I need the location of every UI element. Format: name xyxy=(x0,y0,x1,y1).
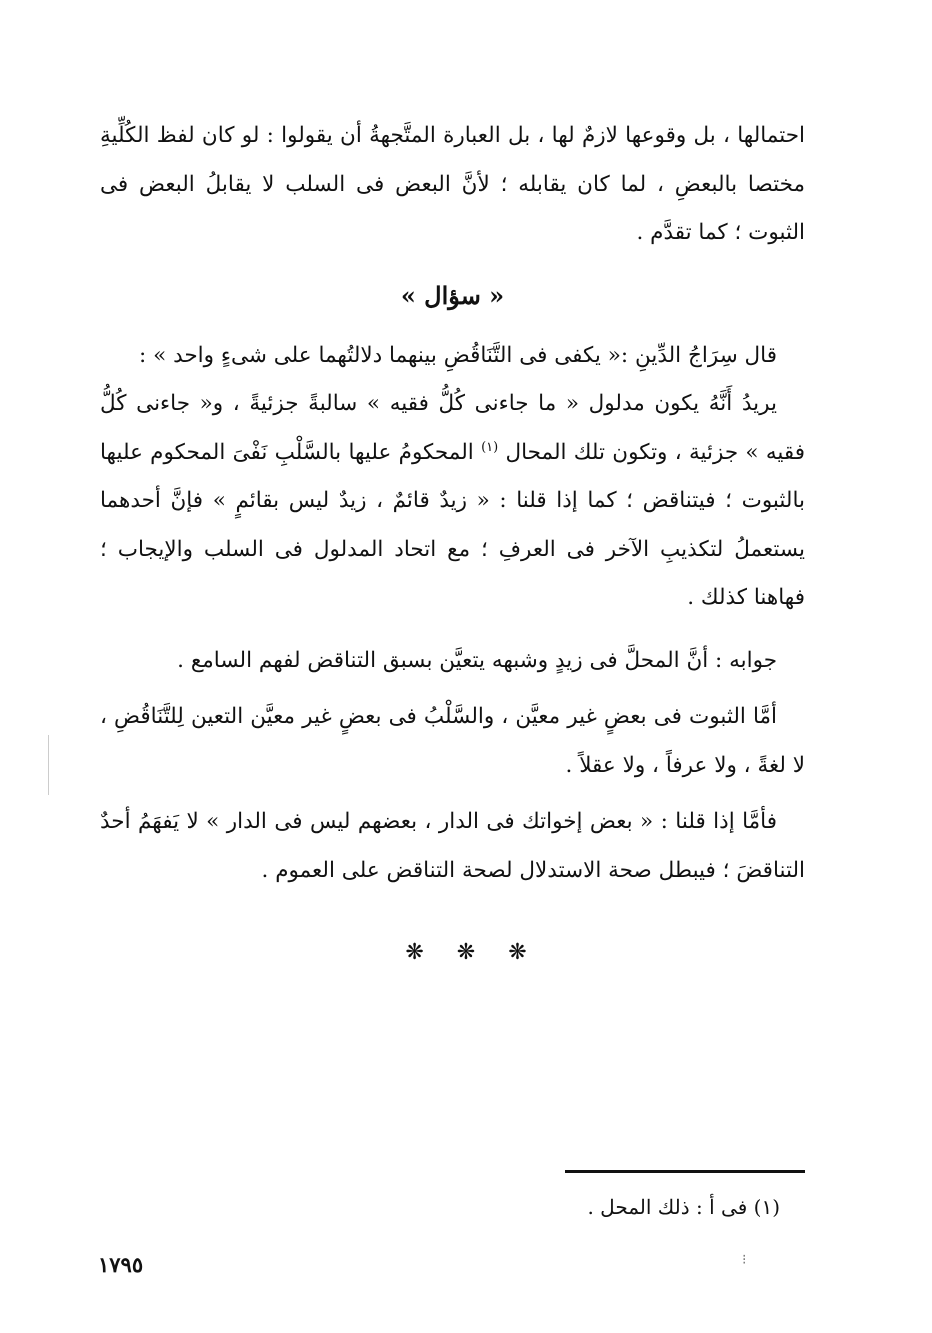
explanation-text-part1: يريدُ أَنَّهُ يكون مدلول « ما جاءنى كُلُّ فقيه » سالبةً جزئيةً ، و« جاءنى كُلُّ فقيه » جزئية ، وتكون تلك المحال xyxy=(100,391,806,465)
page-number: ١٧٩٥ xyxy=(98,1252,144,1277)
section-heading: « سؤال » xyxy=(400,280,505,310)
explanation-text-part2: المحكومُ عليها بالسَّلْبِ نَفْىَ المحكوم عليها بالثبوت ؛ فيتناقض ؛ كما إذا قلنا : « زيدٌ قائمٌ ، زيدٌ ليس بقائمٍ » فإنَّ أحدهما يستعملُ لتكذيبِ الآخر فى العرفِ ؛ مع اتحاد المدلول فى السلب والإيجاب ؛ فهاهنا كذلك . xyxy=(100,439,805,610)
point-two-paragraph: فأمَّا إذا قلنا : « بعض إخواتك فى الدار ، بعضهم ليس فى الدار » لا يَفهَمُ أحدٌ التناقضَ ؛ فيبطل صحة الاستدلال لصحة التناقض على العموم . xyxy=(100,809,805,883)
explanation-paragraph xyxy=(100,380,805,623)
separator-star-icon: ❋ xyxy=(405,940,424,965)
point-one-paragraph: أمَّا الثبوت فى بعضٍ غير معيَّن ، والسَّلْبُ فى بعضٍ غير معيَّن التعين لِلتَّنَاقُضِ ، لا لغةً ، ولا عرفاً ، ولا عقلاً . xyxy=(100,704,805,778)
scan-artifact-line xyxy=(48,735,49,795)
separator-star-icon: ❋ xyxy=(508,940,527,965)
intro-paragraph: احتمالها ، بل وقوعها لازمٌ لها ، بل العبارة المتَّجهةُ أن يقولوا : لو كان لفظ الكُلِّيةِ مختصا بالبعضِ ، لما كان يقابله ؛ لأنَّ البعض فى السلب لا يقابلُ البعض فى الثبوت ؛ كما تقدَّم . xyxy=(100,123,805,245)
scan-speck: ⁝ xyxy=(742,1252,747,1268)
footnote-marker: (١) xyxy=(481,439,499,455)
section-separator xyxy=(0,940,932,965)
question-paragraph: قال سِرَاجُ الدِّينِ :« يكفى فى التَّنَاقُضِ بينهما دلالتُهما على شىءٍ واحد » : xyxy=(139,342,777,368)
separator-star-icon: ❋ xyxy=(456,940,476,965)
footnote-divider xyxy=(565,1170,805,1173)
answer-paragraph: جوابه : أنَّ المحلَّ فى زيدٍ وشبهه يتعيَّن بسبق التناقض لفهم السامع . xyxy=(177,647,777,673)
footnote: (١) فى أ : ذلك المحل . xyxy=(587,1195,780,1219)
main-text-column xyxy=(100,112,805,895)
